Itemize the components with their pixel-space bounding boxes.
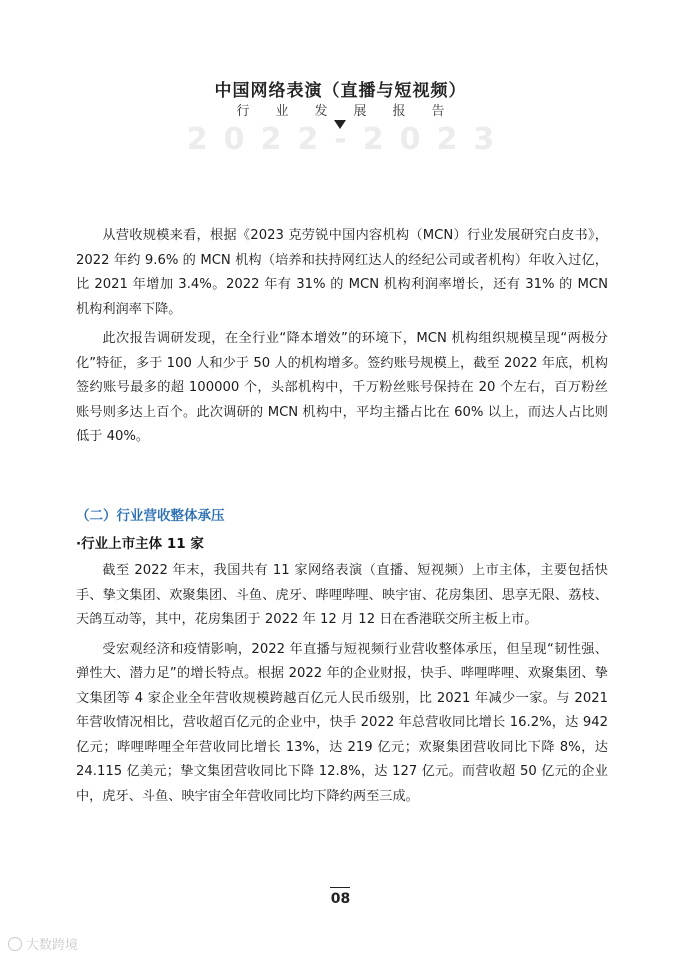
paragraph: 截至 2022 年末，我国共有 11 家网络表演（直播、短视频）上市主体，主要包括快手、挚文集团、欢聚集团、斗鱼、虎牙、哔哩哔哩、映宇宙、花房集团、思享无限、荔枝、天鸽互动等，其中，花房集团于 2022 年 12 月 12 日在香港联交所主板上市。 bbox=[76, 563, 608, 627]
page-number-rule bbox=[330, 887, 350, 888]
report-title: 中国网络表演（直播与短视频） bbox=[214, 81, 467, 101]
page-number: 08 bbox=[330, 891, 351, 907]
report-subtitle: 行业发展报告 bbox=[236, 104, 471, 119]
report-year: 2022-2023 bbox=[186, 122, 511, 157]
body-top bbox=[76, 224, 608, 455]
paragraph: 此次报告调研发现，在全行业“降本增效”的环境下，MCN 机构组织规模呈现“两极分化”特征，多于 100 人和少于 50 人的机构增多。签约账号规模上，截至 2022 年底，机构签约账号最多的超 100000 个，头部机构中，千万粉丝账号保持在 20 个左右，百万粉丝账号则多达上百个。此次调研的 MCN 机构中，平均主播占比在 60% 以上，而达人占比则低于 40%。 bbox=[76, 331, 608, 444]
watermark-logo-icon bbox=[8, 937, 22, 951]
sub-heading: ·行业上市主体 11 家 bbox=[76, 536, 204, 552]
paragraph: 从营收规模来看，根据《2023 克劳锐中国内容机构（MCN）行业发展研究白皮书》，2022 年约 9.6% 的 MCN 机构（培养和扶持网红达人的经纪公司或者机构）年收入过亿，比 2021 年增加 3.4%。2022 年有 31% 的 MCN 机构利润率增长，还有 31% 的 MCN 机构利润率下降。 bbox=[76, 228, 608, 317]
body-bottom bbox=[76, 559, 608, 814]
section-heading: （二）行业营收整体承压 bbox=[76, 508, 225, 524]
watermark bbox=[8, 934, 78, 953]
watermark-text: 大数跨境 bbox=[26, 938, 79, 953]
paragraph: 受宏观经济和疫情影响，2022 年直播与短视频行业营收整体承压，但呈现“韧性强、弹性大、潜力足”的增长特点。根据 2022 年的企业财报，快手、哔哩哔哩、欢聚集团、挚文集团等 4 家企业全年营收规模跨越百亿元人民币级别，比 2021 年减少一家。与 2021 年营收情况相比，营收超百亿元的企业中，快手 2022 年总营收同比增长 16.2%，达 942 亿元；哔哩哔哩全年营收同比增长 13%，达 219 亿元；欢聚集团营收同比下降 8%，达 24.115 亿美元；挚文集团营收同比下降 12.8%，达 127 亿元。而营收超 50 亿元的企业中，虎牙、斗鱼、映宇宙全年营收同比均下降约两至三成。 bbox=[76, 641, 608, 804]
